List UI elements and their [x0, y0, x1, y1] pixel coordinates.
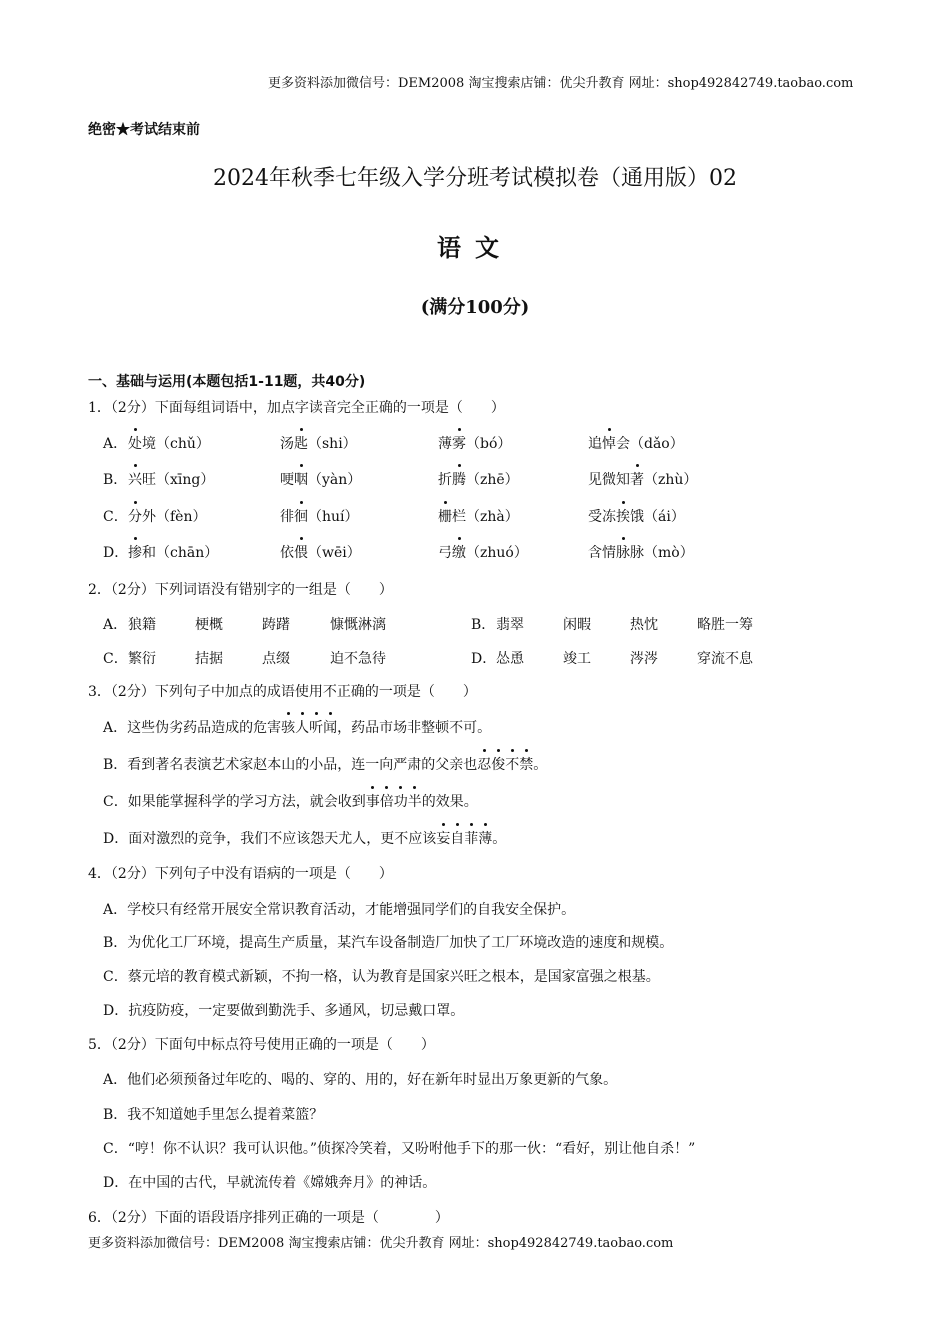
pinyin-term: 弓缴（zhuó）	[438, 542, 528, 562]
word-item: 穿流不息	[697, 651, 753, 667]
word-item: 怂恿	[496, 651, 524, 667]
pinyin-term: 分外（fèn）	[128, 506, 206, 526]
page-title: 2024年秋季七年级入学分班考试模拟卷（通用版）02	[213, 166, 737, 191]
question-5-option: C．“哼！你不认识？我可认识他。”侦探冷笑着，又吩咐他手下的那一伙：“看好，别让他自杀！”	[103, 1141, 696, 1157]
word-item: 迫不急待	[330, 651, 386, 667]
option-label: D．	[471, 651, 497, 667]
pinyin-term: 薄雾（bó）	[438, 433, 511, 453]
question-2-stem: 2．（2分）下列词语没有错别字的一组是（ ）	[88, 582, 393, 598]
word-item: 拮据	[195, 651, 223, 667]
dotted-char: 倍	[380, 791, 394, 811]
dotted-char: 菲	[464, 828, 478, 848]
option-label: D．	[103, 545, 129, 561]
pinyin-term: 掺和（chān）	[128, 542, 218, 562]
dotted-char: 忍	[477, 754, 491, 774]
dotted-char: 听	[309, 717, 323, 737]
question-5-option: A．他们必须预备过年吃的、喝的、穿的、用的，好在新年时显出万象更新的气象。	[103, 1072, 618, 1088]
word-item: 竣工	[563, 651, 591, 667]
question-3-option: C．如果能掌握科学的学习方法，就会收到事倍功半的效果。	[103, 791, 478, 811]
question-4-option: C．蔡元培的教育模式新颖，不拘一格，认为教育是国家兴旺之根本，是国家富强之根基。	[103, 969, 660, 985]
full-score: (满分100分)	[420, 297, 530, 318]
word-item: 踌躇	[262, 617, 290, 633]
word-item: 慷慨淋漓	[330, 617, 386, 633]
dotted-char: 俊	[491, 754, 505, 774]
section-heading: 一、基础与运用(本题包括1-11题，共40分)	[88, 374, 366, 390]
pinyin-term: 徘徊（huí）	[280, 506, 359, 526]
word-item: 热忱	[630, 617, 658, 633]
option-label: C．	[103, 509, 128, 525]
pinyin-term: 见微知著（zhù）	[588, 469, 697, 489]
question-3-option: B．看到著名表演艺术家赵本山的小品，连一向严肃的父亲也忍俊不禁。	[103, 754, 547, 774]
option-label: C．	[103, 651, 128, 667]
dotted-char: 咽	[294, 469, 308, 489]
dotted-char: 人	[295, 717, 309, 737]
question-5-option: D．在中国的古代，早就流传着《嫦娥奔月》的神话。	[103, 1175, 437, 1191]
dotted-char: 闻	[323, 717, 337, 737]
question-5-option: B．我不知道她手里怎么提着菜篮？	[103, 1107, 324, 1123]
dotted-char: 兴	[128, 469, 142, 489]
dotted-char: 半	[408, 791, 422, 811]
dotted-char: 徊	[294, 506, 308, 526]
word-item: 梗概	[195, 617, 223, 633]
question-4-option: A．学校只有经常开展安全常识教育活动，才能增强同学们的自我安全保护。	[103, 902, 576, 918]
question-6-stem: 6．（2分）下面的语段语序排列正确的一项是（ ）	[88, 1210, 449, 1226]
dotted-char: 腾	[452, 469, 466, 489]
dotted-char: 掺	[128, 542, 142, 562]
pinyin-term: 受冻挨饿（ái）	[588, 506, 685, 526]
pinyin-term: 汤匙（shi）	[280, 433, 357, 453]
pinyin-term: 兴旺（xīng）	[128, 469, 214, 489]
dotted-char: 雾	[452, 433, 466, 453]
pinyin-term: 哽咽（yàn）	[280, 469, 361, 489]
subject-title: 语文	[437, 233, 513, 262]
dotted-char: 脉	[616, 542, 630, 562]
pinyin-term: 追悼会（dǎo）	[588, 433, 684, 453]
dotted-char: 功	[394, 791, 408, 811]
pinyin-term: 依偎（wēi）	[280, 542, 361, 562]
word-item: 闲暇	[563, 617, 591, 633]
option-label: B．	[471, 617, 496, 633]
word-item: 涔涔	[630, 651, 658, 667]
pinyin-term: 栅栏（zhà）	[438, 506, 519, 526]
question-3-option: D．面对激烈的竞争，我们不应该怨天尤人，更不应该妄自菲薄。	[103, 828, 506, 848]
word-item: 繁衍	[128, 651, 156, 667]
option-label: A．	[103, 436, 128, 452]
footer-banner: 更多资料添加微信号：DEM2008 淘宝搜索店铺：优尖升教育 网址：shop492842749.taobao.com	[88, 1236, 674, 1251]
dotted-char: 偎	[294, 542, 308, 562]
secret-label: 绝密★考试结束前	[88, 122, 200, 138]
header-banner: 更多资料添加微信号：DEM2008 淘宝搜索店铺：优尖升教育 网址：shop492842749.taobao.com	[268, 76, 854, 91]
option-label: B．	[103, 472, 128, 488]
dotted-char: 悼	[602, 433, 616, 453]
dotted-char: 缴	[452, 542, 466, 562]
dotted-char: 栅	[438, 506, 452, 526]
question-3-option: A．这些伪劣药品造成的危害骇人听闻，药品市场非整顿不可。	[103, 717, 491, 737]
pinyin-term: 处境（chǔ）	[128, 433, 210, 453]
question-4-option: D．抗疫防疫，一定要做到勤洗手、多通风，切忌戴口罩。	[103, 1003, 465, 1019]
word-item: 狼籍	[128, 617, 156, 633]
question-3-stem: 3．（2分）下列句子中加点的成语使用不正确的一项是（ ）	[88, 684, 477, 700]
dotted-char: 著	[630, 469, 644, 489]
dotted-char: 事	[366, 791, 380, 811]
dotted-char: 挨	[616, 506, 630, 526]
question-1-stem: 1．（2分）下面每组词语中，加点字读音完全正确的一项是（ ）	[88, 400, 505, 416]
dotted-char: 禁	[519, 754, 533, 774]
pinyin-term: 含情脉脉（mò）	[588, 542, 694, 562]
dotted-char: 妄	[436, 828, 450, 848]
question-5-stem: 5．（2分）下面句中标点符号使用正确的一项是（ ）	[88, 1037, 435, 1053]
option-label: A．	[103, 617, 128, 633]
dotted-char: 处	[128, 433, 142, 453]
dotted-char: 自	[450, 828, 464, 848]
dotted-char: 薄	[478, 828, 492, 848]
word-item: 略胜一筹	[697, 617, 753, 633]
dotted-char: 不	[505, 754, 519, 774]
word-item: 翡翠	[496, 617, 524, 633]
dotted-char: 骇	[281, 717, 295, 737]
question-4-option: B．为优化工厂环境，提高生产质量，某汽车设备制造厂加快了工厂环境改造的速度和规模。	[103, 935, 674, 951]
word-item: 点缀	[262, 651, 290, 667]
dotted-char: 匙	[294, 433, 308, 453]
question-4-stem: 4．（2分）下列句子中没有语病的一项是（ ）	[88, 866, 393, 882]
dotted-char: 分	[128, 506, 142, 526]
pinyin-term: 折腾（zhē）	[438, 469, 519, 489]
